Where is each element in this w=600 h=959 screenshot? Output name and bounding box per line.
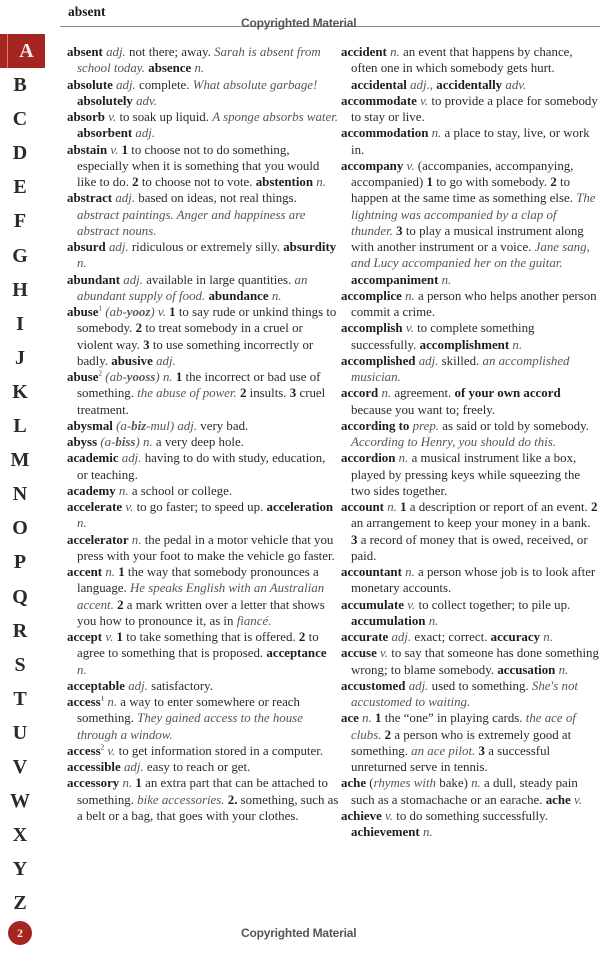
thumb-tab-x[interactable]: X	[12, 824, 28, 847]
thumb-tab-i[interactable]: I	[16, 312, 24, 335]
thumb-tab-z[interactable]: Z	[13, 892, 27, 915]
thumb-tab-d[interactable]: D	[12, 142, 28, 165]
entry-accommodation: accommodation n. a place to stay, live, or work in.	[341, 126, 590, 157]
entry-achieve: achieve v. to do something successfully. achievement n.	[341, 808, 548, 839]
entry-abyss: abyss (a-biss) n. a very deep hole.	[67, 435, 244, 449]
entry-accomplish: accomplish v. to complete something successfully. accomplishment n.	[341, 321, 535, 352]
thumb-tab-g[interactable]: G	[12, 244, 28, 267]
entry-accent: accent n. 1 the way that somebody pronounces a language. He speaks English with an Australian accent. 2 a mark written over a letter that shows you how to pronounce it, as in fiancé.	[67, 565, 325, 628]
entry-accept: accept v. 1 to take something that is offered. 2 to agree to something that is proposed. acceptance n.	[67, 630, 327, 677]
entry-absent: absent adj. not there; away. Sarah is absent from school today. absence n.	[67, 45, 321, 76]
right-column	[341, 44, 599, 840]
thumb-tab-b[interactable]: B	[13, 74, 27, 97]
thumb-tab-m[interactable]: M	[10, 449, 30, 472]
entry-accumulate: accumulate v. to collect together; to pile up. accumulation n.	[341, 597, 571, 628]
left-column	[67, 44, 339, 824]
entry-accelerate: accelerate v. to go faster; to speed up. acceleration n.	[67, 500, 334, 531]
thumb-tab-l[interactable]: L	[13, 415, 27, 438]
thumb-tab-n[interactable]: N	[12, 483, 28, 506]
thumb-tab-h[interactable]: H	[12, 278, 28, 301]
entry-accelerator: accelerator n. the pedal in a motor vehicle that you press with your foot to make the vehicle go faster.	[67, 532, 335, 563]
thumb-tab-k[interactable]: K	[12, 380, 28, 403]
watermark-bottom: Copyrighted Material	[241, 926, 357, 940]
entry-accord: accord n. agreement. of your own accord because you want to; freely.	[341, 386, 561, 417]
thumb-tab-s[interactable]: S	[14, 653, 26, 676]
entry-abstract: abstract adj. based on ideas, not real things. abstract paintings. Anger and happiness are abstract nouns.	[67, 191, 306, 238]
entry-accurate: accurate adj. exact; correct. accuracy n.	[341, 630, 553, 644]
entry-acceptable: acceptable adj. satisfactory.	[67, 678, 213, 693]
thumb-tab-y[interactable]: Y	[12, 858, 28, 881]
thumb-tab-w[interactable]: W	[10, 790, 30, 813]
running-head: absent	[68, 4, 106, 19]
thumb-tab-u[interactable]: U	[12, 721, 28, 744]
thumb-tab-f[interactable]: F	[13, 210, 27, 233]
entry-access-2: access$^2$ v. to get information stored in a computer.	[67, 743, 324, 758]
entry-access-1: access$^1$ n. a way to enter somewhere or reach something. They gained access to the house through a window.	[67, 694, 303, 742]
thumb-tab-q[interactable]: Q	[12, 585, 28, 608]
thumb-tab-c[interactable]: C	[12, 108, 28, 131]
entry-accomplished: accomplished adj. skilled. an accomplished musician.	[341, 353, 570, 384]
entry-according-to: according to prep. as said or told by somebody. According to Henry, you should do this.	[341, 418, 589, 449]
thumb-tab-r[interactable]: R	[12, 619, 28, 642]
entry-absorb: absorb v. to soak up liquid. A sponge absorbs water. absorbent adj.	[67, 110, 339, 141]
entry-account: account n. 1 a description or report of an event. 2 an arrangement to keep your money in a bank. 3 a record of money that is owed, received, or paid.	[341, 500, 598, 563]
entry-accountant: accountant n. a person whose job is to look after monetary accounts.	[341, 565, 596, 596]
entry-accompany: accompany v. (accompanies, accompanying, accompanied) 1 to go with somebody. 2 to happen at the same time as something else. The lightning was accompanied by a clap of thunder. 3 to play a musical instrument along with another instrument or a voice. Jane sang, and Lucy accompanied her on the guitar. accompaniment n.	[341, 158, 596, 287]
thumb-tab-p[interactable]: P	[13, 551, 27, 574]
entry-accordion: accordion n. a musical instrument like a box, played by pressing keys while squeezing the two sides together.	[341, 451, 581, 498]
entry-ace: ace n. 1 the “one” in playing cards. the ace of clubs. 2 a person who is extremely good at something. an ace pilot. 3 a successful unreturned serve in tennis.	[341, 711, 576, 774]
entry-absolute: absolute adj. complete. What absolute garbage! absolutely adv.	[67, 77, 318, 108]
entry-accessory: accessory n. 1 an extra part that can be attached to something. bike accessories. 2. something, such as a belt or a bag, that goes with your clothes.	[67, 776, 339, 823]
entry-accustomed: accustomed adj. used to something. She's not accustomed to waiting.	[341, 678, 578, 709]
page-number-badge: 2	[8, 921, 32, 945]
thumb-tab-j[interactable]: J	[15, 346, 25, 369]
entry-abstain: abstain v. 1 to choose not to do something, especially when it is something that you would like to do. 2 to choose not to vote. abstention n.	[67, 142, 326, 189]
entry-accommodate: accommodate v. to provide a place for somebody to stay or live.	[341, 93, 598, 124]
entry-accomplice: accomplice n. a person who helps another person commit a crime.	[341, 288, 597, 319]
entry-academy: academy n. a school or college.	[67, 483, 233, 498]
entry-absurd: absurd adj. ridiculous or extremely silly. absurdity n.	[67, 240, 337, 271]
entry-accessible: accessible adj. easy to reach or get.	[67, 760, 251, 774]
entry-abuse-2: abuse$^2$ (ab-yooss) n. 1 the incorrect or bad use of something. the abuse of power. 2 insults. 3 cruel treatment.	[67, 369, 326, 417]
entry-abundant: abundant adj. available in large quantities. an abundant supply of food. abundance n.	[67, 272, 308, 303]
thumb-tab-t[interactable]: T	[13, 687, 27, 710]
thumb-tab-a[interactable]: A	[0, 34, 45, 68]
entry-accident: accident n. an event that happens by chance, often one in which somebody gets hurt. accidental adj., accidentally adv.	[341, 45, 573, 92]
thumb-tab-e[interactable]: E	[13, 176, 27, 199]
thumb-index	[0, 34, 60, 920]
thumb-tab-o[interactable]: O	[12, 517, 28, 540]
thumb-tab-v[interactable]: V	[12, 755, 28, 778]
entry-accuse: accuse v. to say that someone has done something wrong; to blame somebody. accusation n.	[341, 646, 599, 677]
entry-abuse-1: abuse$^1$ (ab-yooz) v. 1 to say rude or unkind things to somebody. 2 to treat somebody in a cruel or violent way. 3 to use something incorrectly or badly. abusive adj.	[67, 304, 337, 368]
watermark-top: Copyrighted Material	[241, 16, 357, 30]
entry-academic: academic adj. having to do with study, education, or teaching.	[67, 451, 326, 482]
entry-ache: ache (rhymes with bake) n. a dull, steady pain such as a stomachache or an earache. ache v.	[341, 776, 582, 807]
entry-abysmal: abysmal (a-biz-mul) adj. very bad.	[67, 418, 249, 433]
